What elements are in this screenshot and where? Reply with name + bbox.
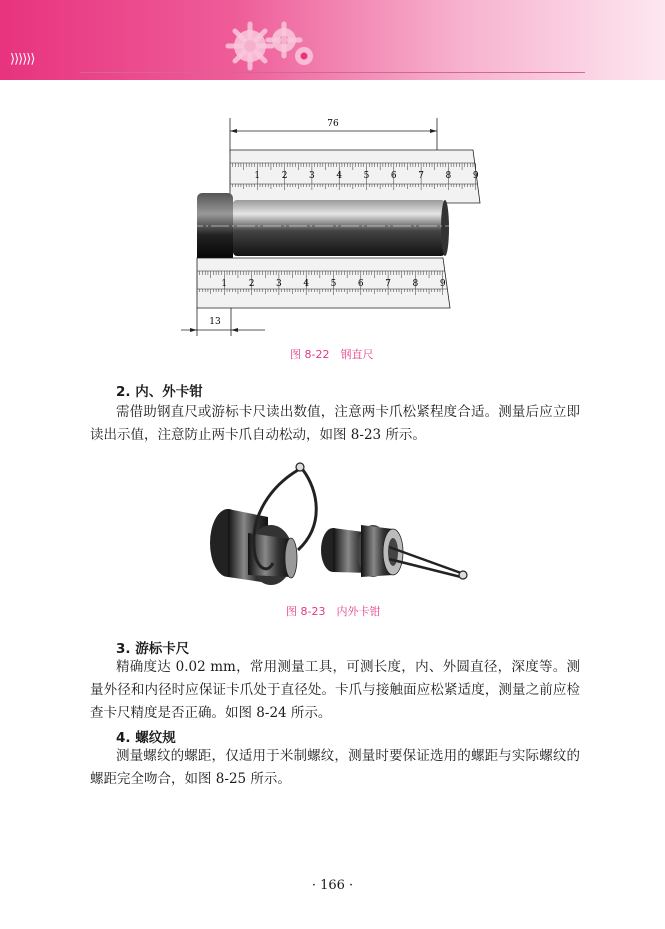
ruler-tick-label: 6 bbox=[390, 171, 397, 181]
ruler-tick-label: 4 bbox=[303, 279, 310, 289]
section-2-heading: 2. 内、外卡钳 bbox=[116, 384, 203, 400]
page-number: · 166 · bbox=[311, 878, 354, 893]
figure-8-23-caption: 图 8-23 内外卡钳 bbox=[286, 605, 381, 618]
section-3-heading: 3. 游标卡尺 bbox=[116, 641, 190, 657]
header-rule bbox=[80, 72, 585, 73]
section-3-paragraph: 精确度达 0.02 mm，常用测量工具，可测长度，内、外圆直径，深度等。测量外径和内径时应保证卡爪处于直径处。卡爪与接触面应松紧适度，测量之前应检查卡尺精度是否正确。如图 8-24 所示。 bbox=[90, 659, 580, 721]
ruler-tick-label: 5 bbox=[363, 171, 370, 181]
ruler-tick-label: 4 bbox=[336, 171, 343, 181]
ruler-tick-label: 3 bbox=[309, 171, 315, 181]
ruler-tick-label: 9 bbox=[472, 171, 479, 181]
top-dimension-label: 76 bbox=[327, 119, 339, 129]
bottom-dimension-label: 13 bbox=[209, 317, 221, 327]
gear-icon bbox=[222, 16, 332, 76]
ruler-tick-label: 9 bbox=[439, 279, 446, 289]
figure-8-22-caption: 图 8-22 钢直尺 bbox=[290, 348, 374, 361]
ruler-tick-label: 3 bbox=[276, 279, 282, 289]
inner-workpiece bbox=[321, 525, 403, 577]
calipers-figure bbox=[193, 455, 478, 600]
ruler-tick-label: 1 bbox=[254, 171, 261, 181]
inside-caliper bbox=[389, 547, 467, 579]
top-ruler bbox=[230, 150, 480, 203]
chevron-decoration: ⟩⟩⟩⟩⟩⟩ bbox=[10, 52, 35, 67]
section-4-heading: 4. 螺纹规 bbox=[116, 730, 176, 746]
ruler-tick-label: 2 bbox=[281, 171, 288, 181]
ruler-tick-label: 6 bbox=[357, 279, 364, 289]
ruler-tick-label: 8 bbox=[445, 171, 452, 181]
section-4-paragraph: 测量螺纹的螺距，仅适用于米制螺纹，测量时要保证选用的螺距与实际螺纹的螺距完全吻合，如图 8-25 所示。 bbox=[90, 748, 580, 787]
ruler-tick-label: 2 bbox=[248, 279, 255, 289]
section-2-paragraph: 需借助钢直尺或游标卡尺读出数值，注意两卡爪松紧程度合适。测量后应立即读出示值，注意防止两卡爪自动松动，如图 8-23 所示。 bbox=[90, 404, 580, 443]
ruler-tick-label: 8 bbox=[412, 279, 419, 289]
ruler-tick-label: 7 bbox=[385, 279, 391, 289]
page-header-band bbox=[0, 0, 665, 80]
cylinder-workpiece bbox=[185, 193, 465, 263]
steel-ruler-figure bbox=[175, 108, 485, 338]
ruler-tick-label: 7 bbox=[418, 171, 424, 181]
bottom-ruler bbox=[197, 258, 450, 308]
ruler-tick-label: 1 bbox=[221, 279, 228, 289]
ruler-tick-label: 5 bbox=[330, 279, 337, 289]
